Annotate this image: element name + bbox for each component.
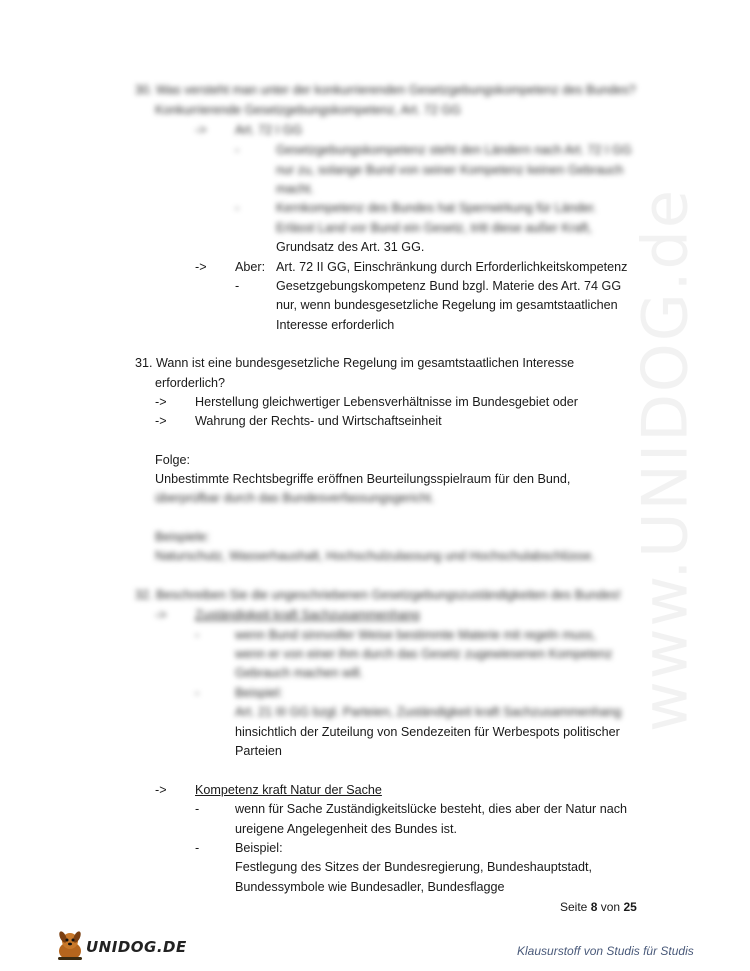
q30-bullet3-line2: nur, wenn bundesgesetzliche Regelung im gesamtstaatlichen [276, 298, 618, 312]
q30-bullet2-line3: Grundsatz des Art. 31 GG. [276, 240, 425, 254]
watermark: www.UNIDOG.de [628, 188, 702, 732]
q30-bullet3-line3: Interesse erforderlich [276, 318, 395, 332]
q32-s1-line2: wenn er von einer ihm durch das Gesetz zugewiesenen Kompetenz [235, 647, 613, 661]
q32-arrow-2: -> [155, 783, 167, 797]
unidog-logo [52, 925, 187, 965]
q32-s2-line2: hinsichtlich der Zuteilung von Sendezeiten für Werbespots politischer [235, 725, 620, 739]
q30-bullet1-line1: Gesetzgebungskompetenz steht den Ländern nach Art. 72 I GG [276, 143, 632, 157]
q31-item-1: Herstellung gleichwertiger Lebensverhältnisse im Bundesgebiet oder [195, 395, 578, 409]
q31-folge-label: Folge: [155, 453, 191, 467]
q30-aber-text: Art. 72 II GG, Einschränkung durch Erforderlichkeitskompetenz [276, 260, 628, 274]
q30-bullet1-line3: macht. [276, 182, 314, 196]
q32-n2-line1: Beispiel: [235, 841, 283, 855]
q30-bullet2-line1: Kernkompetenz des Bundes hat Sperrwirkung für Länder. [276, 201, 597, 215]
q32-s1-line1: wenn Bund sinnvoller Weise bestimmte Materie mit regeln muss, [235, 628, 596, 642]
q30-arrow: -> [195, 123, 207, 137]
q31-folge-line1: Unbestimmte Rechtsbegriffe eröffnen Beurteilungsspielraum für den Bund, [155, 472, 571, 486]
footer-tagline: Klausurstoff von Studis für Studis [517, 944, 694, 958]
q32-arrow-1: -> [155, 608, 167, 622]
q32-dash-3: - [195, 802, 200, 816]
q30-aber-label: Aber: [235, 260, 266, 274]
q31-question-line1: 31. Wann ist eine bundesgesetzliche Regelung im gesamtstaatlichen Interesse [135, 356, 575, 370]
q32-dash-2: - [195, 686, 200, 700]
q30-dash-1: - [235, 143, 240, 157]
q32-n2-line2: Festlegung des Sitzes der Bundesregierung, Bundeshauptstadt, [235, 860, 593, 874]
q32-heading-1: Zuständigkeit kraft Sachzusammenhang [195, 608, 420, 622]
dog-icon [52, 927, 88, 963]
q32-bsp-label: Beispiel: [235, 686, 283, 700]
q30-art72: Art. 72 I GG [235, 123, 303, 137]
page-number: Seite 8 von 25 [560, 900, 637, 914]
q30-dash-2: - [235, 201, 240, 215]
q32-s2-line1: Art. 21 III GG bzgl. Parteien, Zuständigkeit kraft Sachzusammenhang [235, 705, 622, 719]
q30-arrow-2: -> [195, 260, 207, 274]
q32-dash-4: - [195, 841, 200, 855]
q31-folge-line2: überprüfbar durch das Bundesverfassungsgericht. [155, 491, 435, 505]
q30-answer: Konkurrierende Gesetzgebungskompetenz, Art. 72 GG [155, 103, 461, 117]
logo-text: UNIDOG.DE [86, 938, 187, 956]
q31-beispiele-label: Beispiele: [155, 530, 210, 544]
q31-arrow-1: -> [155, 395, 167, 409]
q31-item-2: Wahrung der Rechts- und Wirtschaftseinheit [195, 414, 442, 428]
q32-dash-1: - [195, 628, 200, 642]
q31-arrow-2: -> [155, 414, 167, 428]
q32-n1-line1: wenn für Sache Zuständigkeitslücke besteht, dies aber der Natur nach [235, 802, 628, 816]
q32-n1-line2: ureigene Angelegenheit des Bundes ist. [235, 822, 457, 836]
q31-beispiele-text: Naturschutz, Wasserhaushalt, Hochschulzulassung und Hochschulabschlüsse. [155, 549, 595, 563]
q32-n2-line3: Bundessymbole wie Bundesadler, Bundesflagge [235, 880, 505, 894]
q31-question-line2: erforderlich? [155, 376, 225, 390]
q32-heading-2: Kompetenz kraft Natur der Sache [195, 783, 382, 797]
q32-question: 32. Beschreiben Sie die ungeschriebenen Gesetzgebungszuständigkeiten des Bundes! [135, 588, 621, 602]
q30-question: 30. Was versteht man unter der konkurrierenden Gesetzgebungskompetenz des Bundes? [135, 83, 636, 97]
q32-s1-line3: Gebrauch machen will. [235, 666, 364, 680]
q30-dash-3: - [235, 279, 240, 293]
q30-bullet1-line2: nur zu, solange Bund von seiner Kompetenz keinen Gebrauch [276, 163, 624, 177]
q30-bullet3-line1: Gesetzgebungskompetenz Bund bzgl. Materie des Art. 74 GG [276, 279, 622, 293]
q32-s2-line3: Parteien [235, 744, 282, 758]
q30-bullet2-line2: Erlässt Land vor Bund ein Gesetz, tritt diese außer Kraft, [276, 221, 592, 235]
